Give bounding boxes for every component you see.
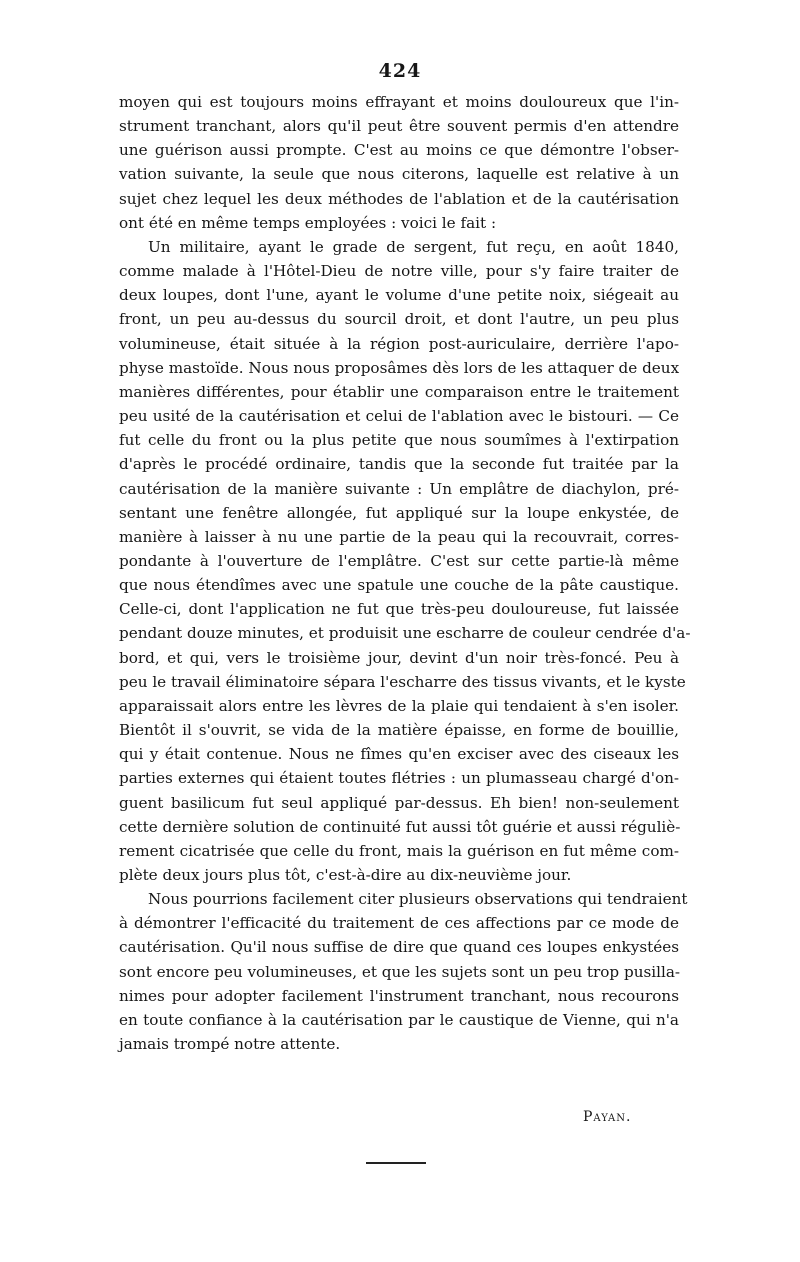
text-line: pendant douze minutes, et produisit une escharre de couleur cendrée d'a-: [119, 624, 691, 643]
text-line: une guérison aussi prompte. C'est au moins ce que démontre l'obser-: [119, 141, 679, 160]
end-rule: [366, 1162, 426, 1164]
text-line: peu usité de la cautérisation et celui de l'ablation avec le bistouri. — Ce: [119, 407, 679, 426]
text-line: Celle-ci, dont l'application ne fut que très-peu douloureuse, fut laissée: [119, 600, 679, 619]
text-line: sentant une fenêtre allongée, fut appliqué sur la loupe enkystée, de: [119, 503, 679, 522]
text-line: volumineuse, était située à la région post-auriculaire, derrière l'apo-: [119, 334, 679, 353]
text-line: d'après le procédé ordinaire, tandis que la seconde fut traitée par la: [119, 455, 679, 474]
text-line: peu le travail éliminatoire sépara l'escharre des tissus vivants, et le kyste: [119, 672, 686, 691]
text-line: cautérisation. Qu'il nous suffise de dire que quand ces loupes enkystées: [119, 938, 679, 957]
text-line: sont encore peu volumineuses, et que les sujets sont un peu trop pusilla-: [119, 962, 681, 981]
text-line: strument tranchant, alors qu'il peut être souvent permis d'en attendre: [119, 117, 679, 136]
paragraph-2: [119, 235, 691, 887]
page-number: 424: [378, 60, 422, 82]
text-line: vation suivante, la seule que nous citerons, laquelle est relative à un: [119, 165, 679, 184]
paragraph-1: [119, 90, 679, 235]
text-line: sujet chez lequel les deux méthodes de l'ablation et de la cautérisation: [119, 189, 679, 208]
text-line: cette dernière solution de continuité fut aussi tôt guérie et aussi réguliè-: [119, 817, 681, 836]
text-line: rement cicatrisée que celle du front, mais la guérison en fut même com-: [119, 841, 679, 860]
text-line: comme malade à l'Hôtel-Dieu de notre ville, pour s'y faire traiter de: [119, 262, 679, 281]
text-line: fut celle du front ou la plus petite que nous soumîmes à l'extirpation: [119, 431, 679, 450]
text-line: manières différentes, pour établir une comparaison entre le traitement: [119, 382, 679, 401]
text-line: pondante à l'ouverture de l'emplâtre. C'est sur cette partie-là même: [119, 551, 679, 570]
text-line: que nous étendîmes avec une spatule une couche de la pâte caustique.: [119, 576, 679, 595]
text-line: parties externes qui étaient toutes flétries : un plumasseau chargé d'on-: [119, 769, 679, 788]
text-line: deux loupes, dont l'une, ayant le volume d'une petite noix, siégeait au: [119, 286, 679, 305]
text-line: moyen qui est toujours moins effrayant et moins douloureux que l'in-: [119, 93, 679, 111]
text-line: ont été en même temps employées : voici le fait :: [119, 213, 497, 232]
author-signature: Payan.: [583, 1109, 632, 1125]
text-line: guent basilicum fut seul appliqué par-dessus. Eh bien! non-seulement: [119, 793, 679, 812]
text-line: bord, et qui, vers le troisième jour, devint d'un noir très-foncé. Peu à: [119, 648, 679, 667]
text-line: nimes pour adopter facilement l'instrument tranchant, nous recourons: [119, 986, 679, 1005]
text-line: en toute confiance à la cautérisation par le caustique de Vienne, qui n'a: [119, 1010, 679, 1029]
text-line: apparaissait alors entre les lèvres de la plaie qui tendaient à s'en isoler.: [119, 696, 679, 715]
text-line: cautérisation de la manière suivante : Un emplâtre de diachylon, pré-: [119, 479, 679, 498]
text-line: à démontrer l'efficacité du traitement de ces affections par ce mode de: [119, 914, 679, 933]
text-line: manière à laisser à nu une partie de la peau qui la recouvrait, corres-: [119, 527, 679, 546]
text-line: qui y était contenue. Nous ne fîmes qu'en exciser avec des ciseaux les: [119, 745, 679, 764]
text-line: jamais trompé notre attente.: [119, 1035, 341, 1054]
body-text: [119, 90, 691, 1056]
text-line: plète deux jours plus tôt, c'est-à-dire au dix-neuvième jour.: [119, 866, 572, 884]
paragraph-3: [119, 887, 688, 1056]
text-line: Nous pourrions facilement citer plusieurs observations qui tendraient: [148, 890, 688, 909]
text-line: physe mastoïde. Nous nous proposâmes dès lors de les attaquer de deux: [119, 358, 680, 377]
text-line: Un militaire, ayant le grade de sergent, fut reçu, en août 1840,: [148, 237, 679, 256]
text-line: Bientôt il s'ouvrit, se vida de la matière épaisse, en forme de bouillie,: [119, 721, 679, 740]
text-line: front, un peu au-dessus du sourcil droit, et dont l'autre, un peu plus: [119, 310, 679, 329]
